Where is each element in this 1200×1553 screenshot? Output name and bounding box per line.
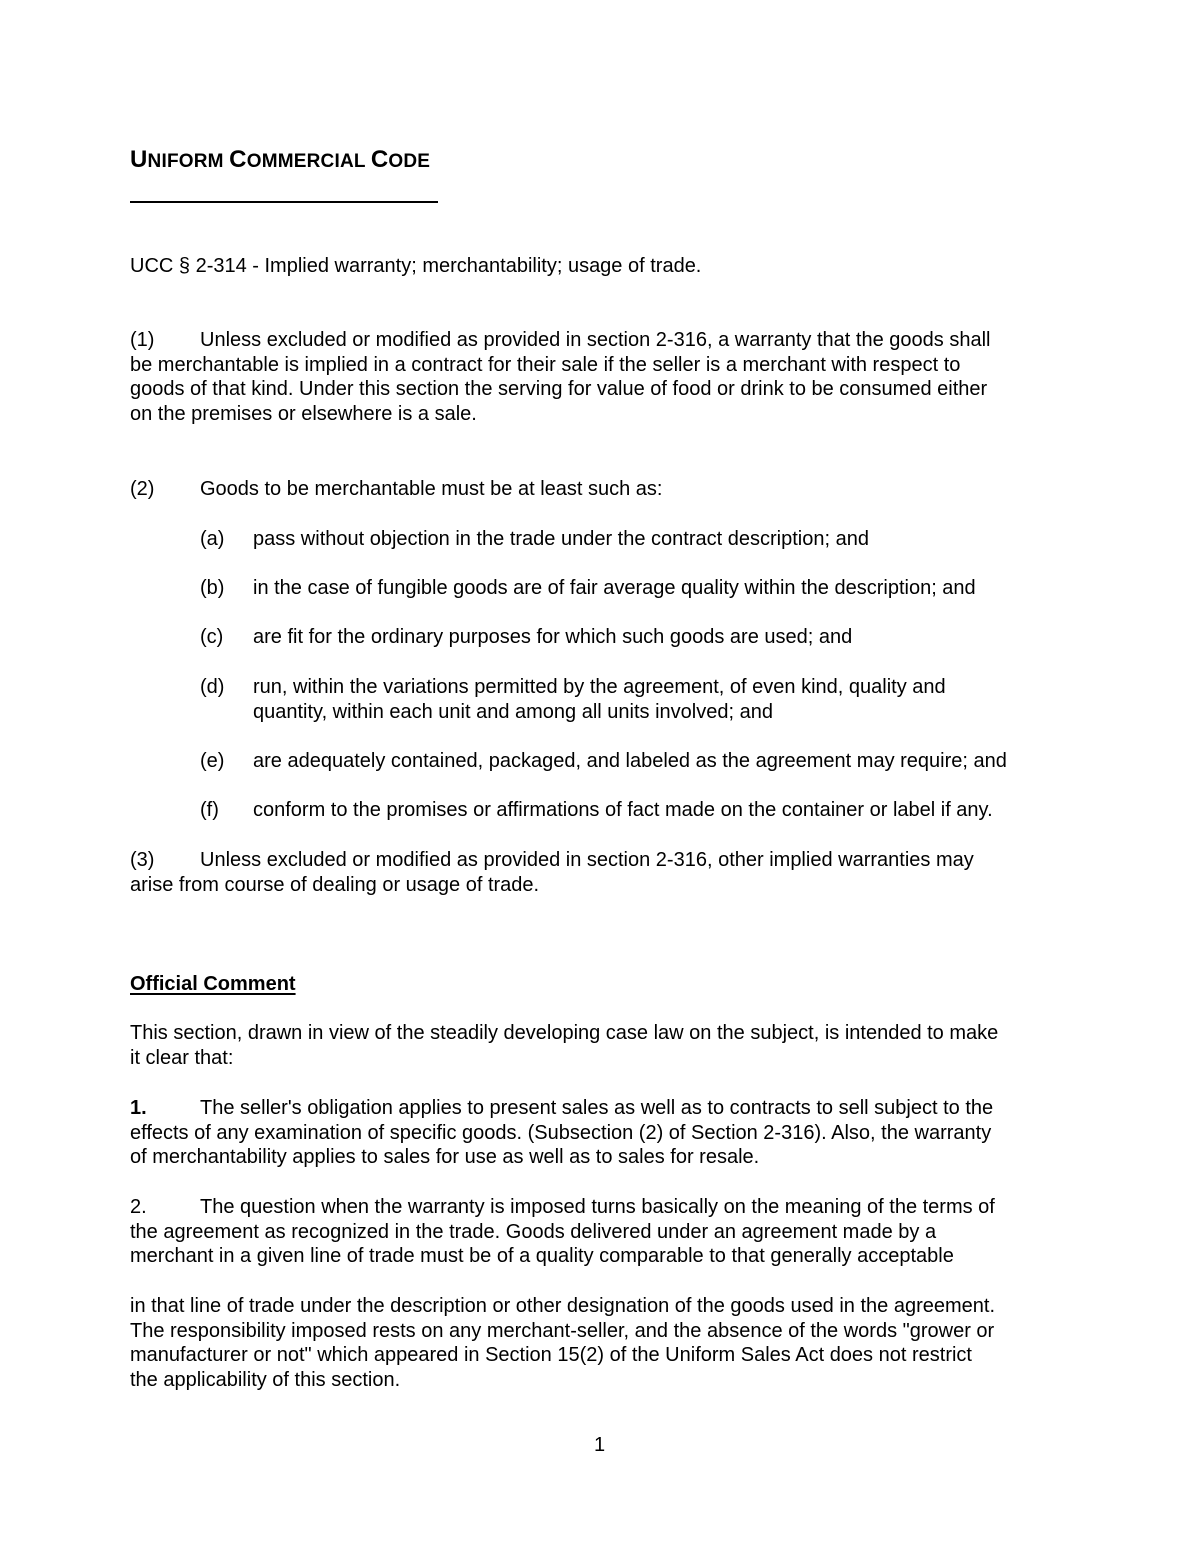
- paragraph-line: on the premises or elsewhere is a sale.: [130, 403, 477, 425]
- list-item-text: are fit for the ordinary purposes for which such goods are used; and: [253, 626, 853, 648]
- list-item-text: run, within the variations permitted by the agreement, of even kind, quality and: [253, 676, 946, 698]
- paragraph-line: it clear that:: [130, 1047, 234, 1069]
- paragraph-line: the agreement as recognized in the trade. Goods delivered under an agreement made by a: [130, 1221, 937, 1243]
- paragraph-line: manufacturer or not" which appeared in Section 15(2) of the Uniform Sales Act does not restrict: [130, 1344, 972, 1366]
- paragraph-line: arise from course of dealing or usage of trade.: [130, 874, 540, 896]
- list-item-label: (a): [200, 528, 225, 550]
- list-item-text: in the case of fungible goods are of fair average quality within the description; and: [253, 577, 976, 599]
- list-item-text: pass without objection in the trade under the contract description; and: [253, 528, 869, 550]
- paragraph-first-line: The seller's obligation applies to present sales as well as to contracts to sell subject to the: [200, 1097, 994, 1119]
- paragraph-line: merchant in a given line of trade must be of a quality comparable to that generally acceptable: [130, 1245, 954, 1267]
- paragraph-number: (1): [130, 329, 155, 351]
- list-item-text: quantity, within each unit and among all units involved; and: [253, 701, 773, 723]
- paragraph-line: goods of that kind. Under this section the serving for value of food or drink to be consumed either: [130, 378, 988, 400]
- paragraph-line: be merchantable is implied in a contract for their sale if the seller is a merchant with respect to: [130, 354, 961, 376]
- section-heading: UCC § 2-314 - Implied warranty; merchantability; usage of trade.: [130, 255, 702, 277]
- title-rule: [130, 201, 438, 203]
- paragraph-text: Goods to be merchantable must be at least such as:: [200, 478, 663, 500]
- paragraph-first-line: Unless excluded or modified as provided in section 2-316, a warranty that the goods shall: [200, 329, 991, 351]
- page-number: 1: [594, 1434, 606, 1456]
- paragraph-line: in that line of trade under the description or other designation of the goods used in the agreement.: [130, 1295, 996, 1317]
- list-item-text: conform to the promises or affirmations of fact made on the container or label if any.: [253, 799, 993, 821]
- document-title: UNIFORM COMMERCIAL CODE: [130, 146, 431, 173]
- list-item-label: (b): [200, 577, 225, 599]
- list-item-label: (d): [200, 676, 225, 698]
- list-item-label: (c): [200, 626, 224, 648]
- paragraph-line: The responsibility imposed rests on any merchant-seller, and the absence of the words "grower or: [130, 1320, 995, 1342]
- paragraph-number: (3): [130, 849, 155, 871]
- comment-number: 2.: [130, 1196, 147, 1218]
- comment-heading: Official Comment: [130, 973, 296, 995]
- list-item-label: (e): [200, 750, 225, 772]
- list-item-label: (f): [200, 799, 219, 821]
- paragraph-line: This section, drawn in view of the steadily developing case law on the subject, is intended to make: [130, 1022, 999, 1044]
- list-item-text: are adequately contained, packaged, and labeled as the agreement may require; and: [253, 750, 1007, 772]
- paragraph-line: of merchantability applies to sales for use as well as to sales for resale.: [130, 1146, 760, 1168]
- paragraph-line: effects of any examination of specific goods. (Subsection (2) of Section 2-316). Also, the warranty: [130, 1122, 992, 1144]
- paragraph-first-line: The question when the warranty is imposed turns basically on the meaning of the terms of: [200, 1196, 995, 1218]
- paragraph-number: (2): [130, 478, 155, 500]
- comment-number: 1.: [130, 1097, 147, 1119]
- paragraph-line: the applicability of this section.: [130, 1369, 401, 1391]
- paragraph-first-line: Unless excluded or modified as provided in section 2-316, other implied warranties may: [200, 849, 974, 871]
